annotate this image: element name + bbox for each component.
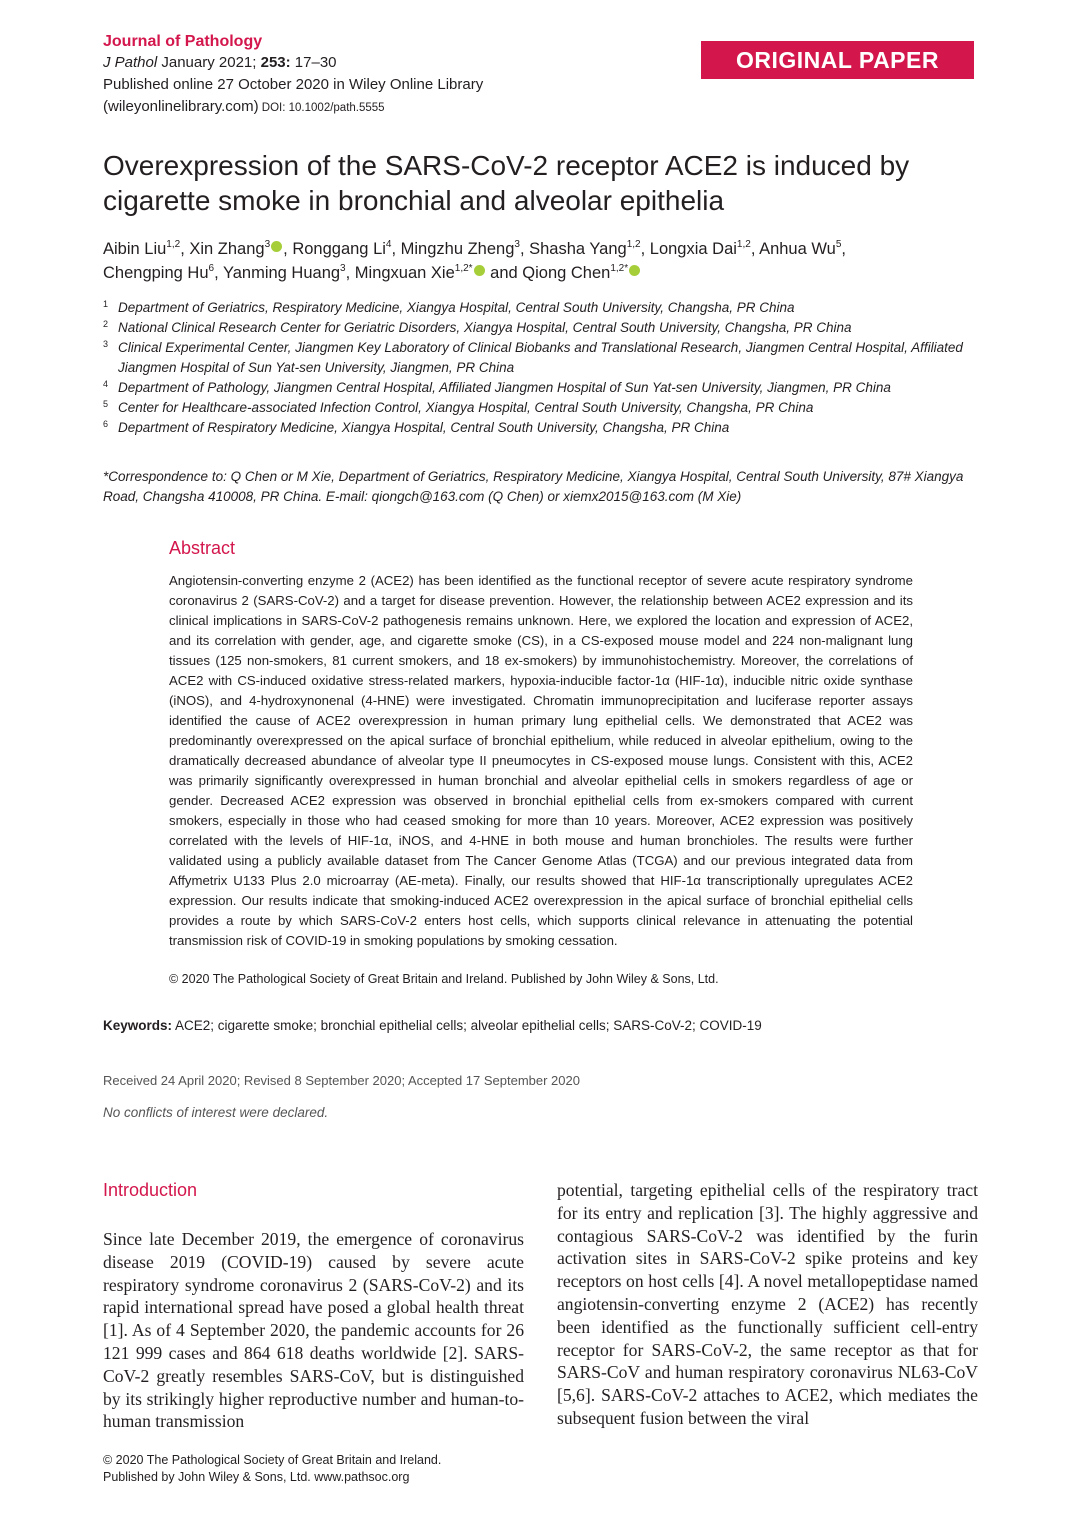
author [759,240,846,258]
published-line: Published online 27 October 2020 in Wiley Online Library [103,76,484,93]
correspondence: *Correspondence to: Q Chen or M Xie, Department of Geriatrics, Respiratory Medicine, Xiangya Hospital, Central South University, 87# Xiangya Road, Changsha 410008, PR China. E-mail: qiongch@163.com (Q Chen) or xiemx2015@163.com (M Xie) [103,469,964,504]
author-affiliation-marker: 6 [208,263,215,274]
citation-line [103,52,337,73]
author-affiliation-marker: 1,2* [454,263,473,274]
author-list [103,237,963,285]
author-separator: , [841,240,846,258]
citation-volume: 253: [260,54,291,71]
author-name: Shasha Yang [529,240,627,258]
site-link[interactable]: (wileyonlinelibrary.com) [103,98,259,115]
affiliation-number: 6 [103,419,109,429]
author-separator: and [485,264,523,282]
abstract-copyright: © 2020 The Pathological Society of Great Britain and Ireland. Published by John Wiley & Sons, Ltd. [169,972,719,986]
affiliation-text: Department of Pathology, Jiangmen Central Hospital, Affiliated Jiangmen Hospital of Sun Yat-sen University, Jiangmen, PR China [118,380,891,395]
author-name: Qiong Chen [522,264,611,282]
author [355,264,522,282]
footer-copyright: © 2020 The Pathological Society of Great Britain and Ireland. [103,1453,442,1467]
affiliation-number: 3 [103,339,109,349]
introduction-heading: Introduction [103,1180,198,1200]
author [292,240,400,258]
author-affiliation-marker: 5 [835,239,842,250]
orcid-icon[interactable] [474,265,485,276]
author [401,240,529,258]
author-separator: , [750,240,760,258]
affiliation-text: Center for Healthcare-associated Infection Control, Xiangya Hospital, Central South University, Changsha, PR China [118,400,814,415]
footer-publisher: Published by John Wiley & Sons, Ltd. www.pathsoc.org [103,1470,410,1484]
author-name: Ronggang Li [292,240,386,258]
page-footer [103,1452,441,1486]
author-separator: , [391,240,401,258]
affiliation-text: Department of Respiratory Medicine, Xiangya Hospital, Central South University, Changsha, PR China [118,420,730,435]
original-paper-badge: ORIGINAL PAPER [701,41,974,79]
affiliation-text: Department of Geriatrics, Respiratory Medicine, Xiangya Hospital, Central South University, Changsha, PR China [118,300,795,315]
doi-line [103,96,385,119]
author [223,264,355,282]
author [103,240,189,258]
affiliation-number: 2 [103,319,109,329]
keywords-text: ACE2; cigarette smoke; bronchial epithelial cells; alveolar epithelial cells; SARS-CoV-2; COVID-19 [172,1018,762,1033]
citation-date: January 2021; [157,54,261,71]
keywords-label: Keywords: [103,1018,173,1033]
keywords [103,1018,762,1033]
author-separator: , [283,240,293,258]
author [529,240,650,258]
author-affiliation-marker: 1,2 [626,239,641,250]
author-separator: , [214,264,223,282]
author-affiliation-marker: 1,2* [610,263,629,274]
author [103,264,223,282]
affiliation-text: National Clinical Research Center for Geriatric Disorders, Xiangya Hospital, Central South University, Changsha, PR China [118,320,852,335]
abstract-heading: Abstract [169,538,236,558]
author-separator: , [519,240,530,258]
affiliation-item [103,298,973,318]
author-name: Mingxuan Xie [354,264,455,282]
affiliation-text: Clinical Experimental Center, Jiangmen Key Laboratory of Clinical Biobanks and Translational Research, Jiangmen Central Hospital, Affiliated Jiangmen Hospital of Sun Yat-sen University, Jiangmen, PR China [118,340,963,375]
author-separator: , [180,240,190,258]
doi[interactable]: DOI: 10.1002/path.5555 [258,102,385,114]
author-name: Mingzhu Zheng [400,240,515,258]
affiliation-item [103,338,973,378]
affiliation-list [103,298,973,438]
author [522,264,641,282]
journal-name: Journal of Pathology [103,33,263,50]
citation-pages: 17–30 [290,54,337,71]
author-name: Chengping Hu [103,264,209,282]
author-affiliation-marker: 1,2 [166,239,181,250]
author-name: Longxia Dai [649,240,737,258]
affiliation-number: 1 [103,299,109,309]
author-name: Yanming Huang [222,264,341,282]
author-affiliation-marker: 1,2 [736,239,751,250]
affiliation-item [103,398,973,418]
affiliation-number: 4 [103,379,109,389]
affiliation-number: 5 [103,399,109,409]
author [189,240,292,258]
conflicts-statement: No conflicts of interest were declared. [103,1105,329,1120]
citation-journal: J Pathol [103,54,158,71]
introduction-left-column: Since late December 2019, the emergence of coronavirus disease 2019 (COVID-19) caused by severe acute respiratory syndrome coronavirus 2 (SARS-CoV-2) and its rapid international spread have posed a global health threat [1]. As of 4 September 2020, the pandemic accounts for 26 121 999 cases and 864 618 deaths worldwide [2]. SARS-CoV-2 greatly resembles SARS-CoV, but is distinguished by its strikingly higher reproductive number and human-to-human transmission [103,1229,524,1432]
received-dates: Received 24 April 2020; Revised 8 September 2020; Accepted 17 September 2020 [103,1073,580,1088]
abstract-body: Angiotensin-converting enzyme 2 (ACE2) has been identified as the functional receptor of severe acute respiratory syndrome coronavirus 2 (SARS-CoV-2) and a target for disease prevention. However, the relationship between ACE2 expression and its clinical implications in SARS-CoV-2 pathogenesis remains unknown. Here, we explored the location and expression of ACE2, and its correlation with gender, age, and cigarette smoke (CS), in a CS-exposed mouse model and 224 non-malignant lung tissues (125 non-smokers, 81 current smokers, and 18 ex-smokers) by immunohistochemistry. Moreover, the correlations of ACE2 with CS-induced oxidative stress-related markers, hypoxia-inducible factor-1α (HIF-1α), inducible nitric oxide synthase (iNOS), and 4-hydroxynonenal (4-HNE) were investigated. Chromatin immunoprecipitation and luciferase reporter assays identified the cause of ACE2 overexpression in human primary lung epithelial cells. We demonstrated that ACE2 was predominantly overexpressed on the apical surface of bronchial epithelium, while reduced in alveolar epithelium, owing to the dramatically decreased abundance of alveolar type II pneumocytes in CS-exposed mouse lungs. Consistent with this, ACE2 was primarily significantly overexpressed in human bronchial and alveolar epithelial cells in smokers regardless of age or gender. Decreased ACE2 expression was observed in bronchial epithelial cells from ex-smokers compared with current smokers, especially in those who had ceased smoking for more than 10 years. Moreover, ACE2 expression was positively correlated with the levels of HIF-1α, iNOS, and 4-HNE in both mouse and human bronchioles. The results were further validated using a publicly available dataset from The Cancer Genome Atlas (TCGA) and our previous integrated data from Affymetrix U133 Plus 2.0 microarray (AE-meta). Finally, our results showed that HIF-1α transcriptionally upregulates ACE2 expression. Our results indicate that smoking-induced ACE2 overexpression in the apical surface of bronchial epithelial cells provides a route by which SARS-CoV-2 enters host cells, which supports clinical relevance in attenuating the potential transmission risk of COVID-19 in smoking populations by smoking cessation. [169,573,913,948]
author-separator: , [640,240,650,258]
author-name: Anhua Wu [759,240,836,258]
affiliation-item [103,318,973,338]
affiliation-item [103,378,973,398]
introduction-right-column: potential, targeting epithelial cells of the respiratory tract for its entry and replication [3]. The highly aggressive and contagious SARS-CoV-2 was identified by the furin activation sites in SARS-CoV-2 spike proteins and key receptors on host cells [4]. A novel metallopeptidase named angiotensin-converting enzyme 2 (ACE2) has recently been identified as the functionally sufficient cell-entry receptor for SARS-CoV-2, the same receptor as that for SARS-CoV and human respiratory coronavirus NL63-CoV [5,6]. SARS-CoV-2 attaches to ACE2, which mediates the subsequent fusion between the viral [557,1180,978,1428]
author-affiliation-marker: 3 [514,239,520,250]
author [650,240,759,258]
author-name: Xin Zhang [189,240,265,258]
author-affiliation-marker: 4 [385,239,392,250]
orcid-icon[interactable] [629,265,640,276]
article-title: Overexpression of the SARS-CoV-2 receptor ACE2 is induced by cigarette smoke in bronchial and alveolar epithelia [103,150,910,216]
author-name: Aibin Liu [103,240,167,258]
author-separator: , [345,264,355,282]
orcid-icon[interactable] [271,241,282,252]
author-affiliation-marker: 3 [264,239,271,250]
author-affiliation-marker: 3 [340,263,346,274]
affiliation-item [103,418,973,438]
